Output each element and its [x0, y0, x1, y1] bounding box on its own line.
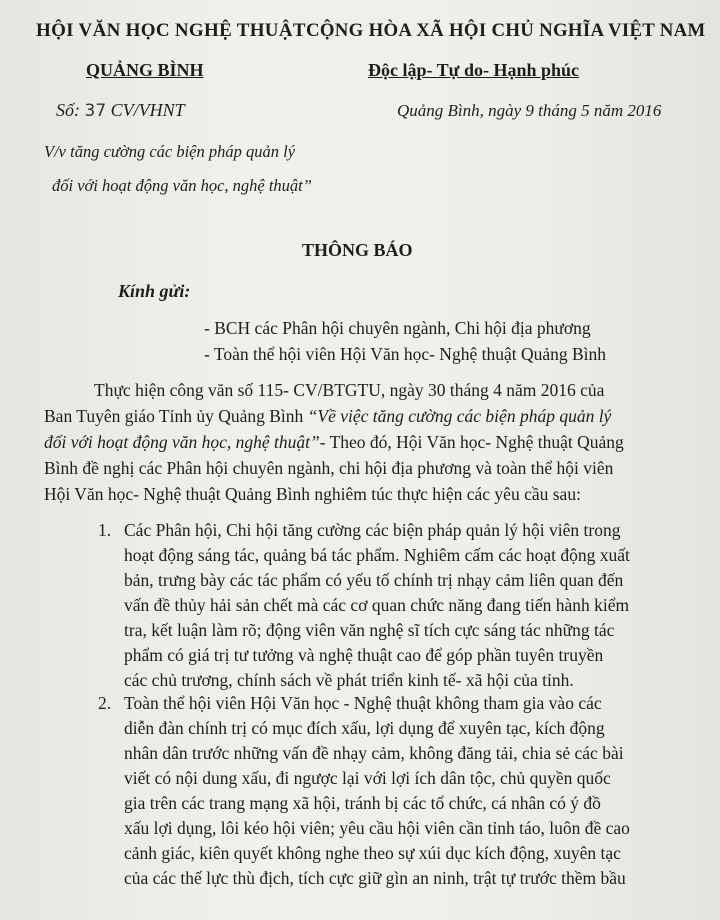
organization-province: QUẢNG BÌNH: [86, 60, 204, 80]
document-title: THÔNG BÁO: [302, 240, 413, 260]
recipient-line: - BCH các Phân hội chuyên ngành, Chi hội địa phương: [204, 318, 591, 338]
intro-line-2-normal: Ban Tuyên giáo Tỉnh ủy Quảng Bình: [44, 406, 308, 426]
document-number-suffix: CV/VHNT: [106, 100, 185, 120]
list-item-line: tra, kết luận làm rõ; động viên văn nghệ sĩ tích cực sáng tác những tác: [124, 620, 615, 640]
list-item-line: cảnh giác, kiên quyết không nghe theo sự xúi dục kích động, xuyên tạc: [124, 843, 621, 863]
intro-line-2-italic: “Về việc tăng cường các biện pháp quản lý: [307, 406, 612, 426]
document-number-handwritten: 37: [84, 101, 107, 121]
national-motto: Độc lập- Tự do- Hạnh phúc: [368, 60, 580, 80]
list-item-line: Các Phân hội, Chi hội tăng cường các biện pháp quản lý hội viên trong: [124, 520, 621, 540]
list-item-line: bản, trưng bày các tác phẩm có yếu tố chính trị nhạy cảm liên quan đến: [124, 570, 624, 590]
document-number: [56, 100, 185, 121]
list-item-line: của các thế lực thù địch, tích cực giữ gìn an ninh, trật tự trước thềm bầu: [124, 868, 626, 888]
document-number-prefix: Số:: [56, 100, 85, 120]
intro-line-2: [44, 406, 611, 427]
list-item-line: các chủ trương, chính sách về phát triển kinh tế- xã hội của tỉnh.: [124, 670, 574, 690]
list-item-line: nhân dân trước những vấn đề nhạy cảm, không đăng tải, chia sẻ các bài: [124, 743, 624, 763]
intro-line-3-normal: - Theo đó, Hội Văn học- Nghệ thuật Quảng: [319, 432, 624, 452]
list-item-line: diễn đàn chính trị có mục đích xấu, lợi dụng để xuyên tạc, kích động: [124, 718, 605, 738]
list-item-line: gia trên các trang mạng xã hội, tránh bị các tổ chức, cá nhân có ý đồ: [124, 793, 601, 813]
list-item-line: phẩm có giá trị tư tưởng và nghệ thuật cao để góp phần tuyên truyền: [124, 645, 604, 665]
list-item-line: Toàn thể hội viên Hội Văn học - Nghệ thuật không tham gia vào các: [124, 693, 602, 713]
intro-line-3: [44, 432, 624, 453]
list-item-number: 1.: [98, 520, 112, 540]
subject-line-1: V/v tăng cường các biện pháp quản lý: [44, 142, 296, 161]
list-item-line: viết có nội dung xấu, đi ngược lại với lợi ích dân tộc, chủ quyền quốc: [124, 768, 611, 788]
intro-line-1: Thực hiện công văn số 115- CV/BTGTU, ngày 30 tháng 4 năm 2016 của: [94, 380, 605, 400]
intro-line-5: Hội Văn học- Nghệ thuật Quảng Bình nghiêm túc thực hiện các yêu cầu sau:: [44, 484, 581, 504]
salutation: Kính gửi:: [118, 281, 191, 301]
list-item-line: vấn đề thủy hải sản chết mà các cơ quan chức năng đang tiến hành kiểm: [124, 595, 630, 615]
intro-line-3-italic: đối với hoạt động văn học, nghệ thuật”: [44, 432, 320, 452]
list-item-line: xấu lợi dụng, lôi kéo hội viên; yêu cầu hội viên cần tỉnh táo, luôn đề cao: [124, 818, 630, 838]
national-title: CỘNG HÒA XÃ HỘI CHỦ NGHĨA VIỆT NAM: [306, 20, 706, 41]
recipient-line: - Toàn thể hội viên Hội Văn học- Nghệ thuật Quảng Bình: [204, 344, 607, 364]
organization-name: HỘI VĂN HỌC NGHỆ THUẬT: [36, 20, 306, 41]
list-item-line: hoạt động sáng tác, quảng bá tác phẩm. Nghiêm cấm các hoạt động xuất: [124, 545, 630, 565]
place-date: Quảng Bình, ngày 9 tháng 5 năm 2016: [397, 101, 662, 120]
list-item-number: 2.: [98, 693, 112, 713]
subject-line-2: đối với hoạt động văn học, nghệ thuật”: [52, 176, 312, 195]
intro-line-4: Bình đề nghị các Phân hội chuyên ngành, chi hội địa phương và toàn thể hội viên: [44, 458, 614, 478]
